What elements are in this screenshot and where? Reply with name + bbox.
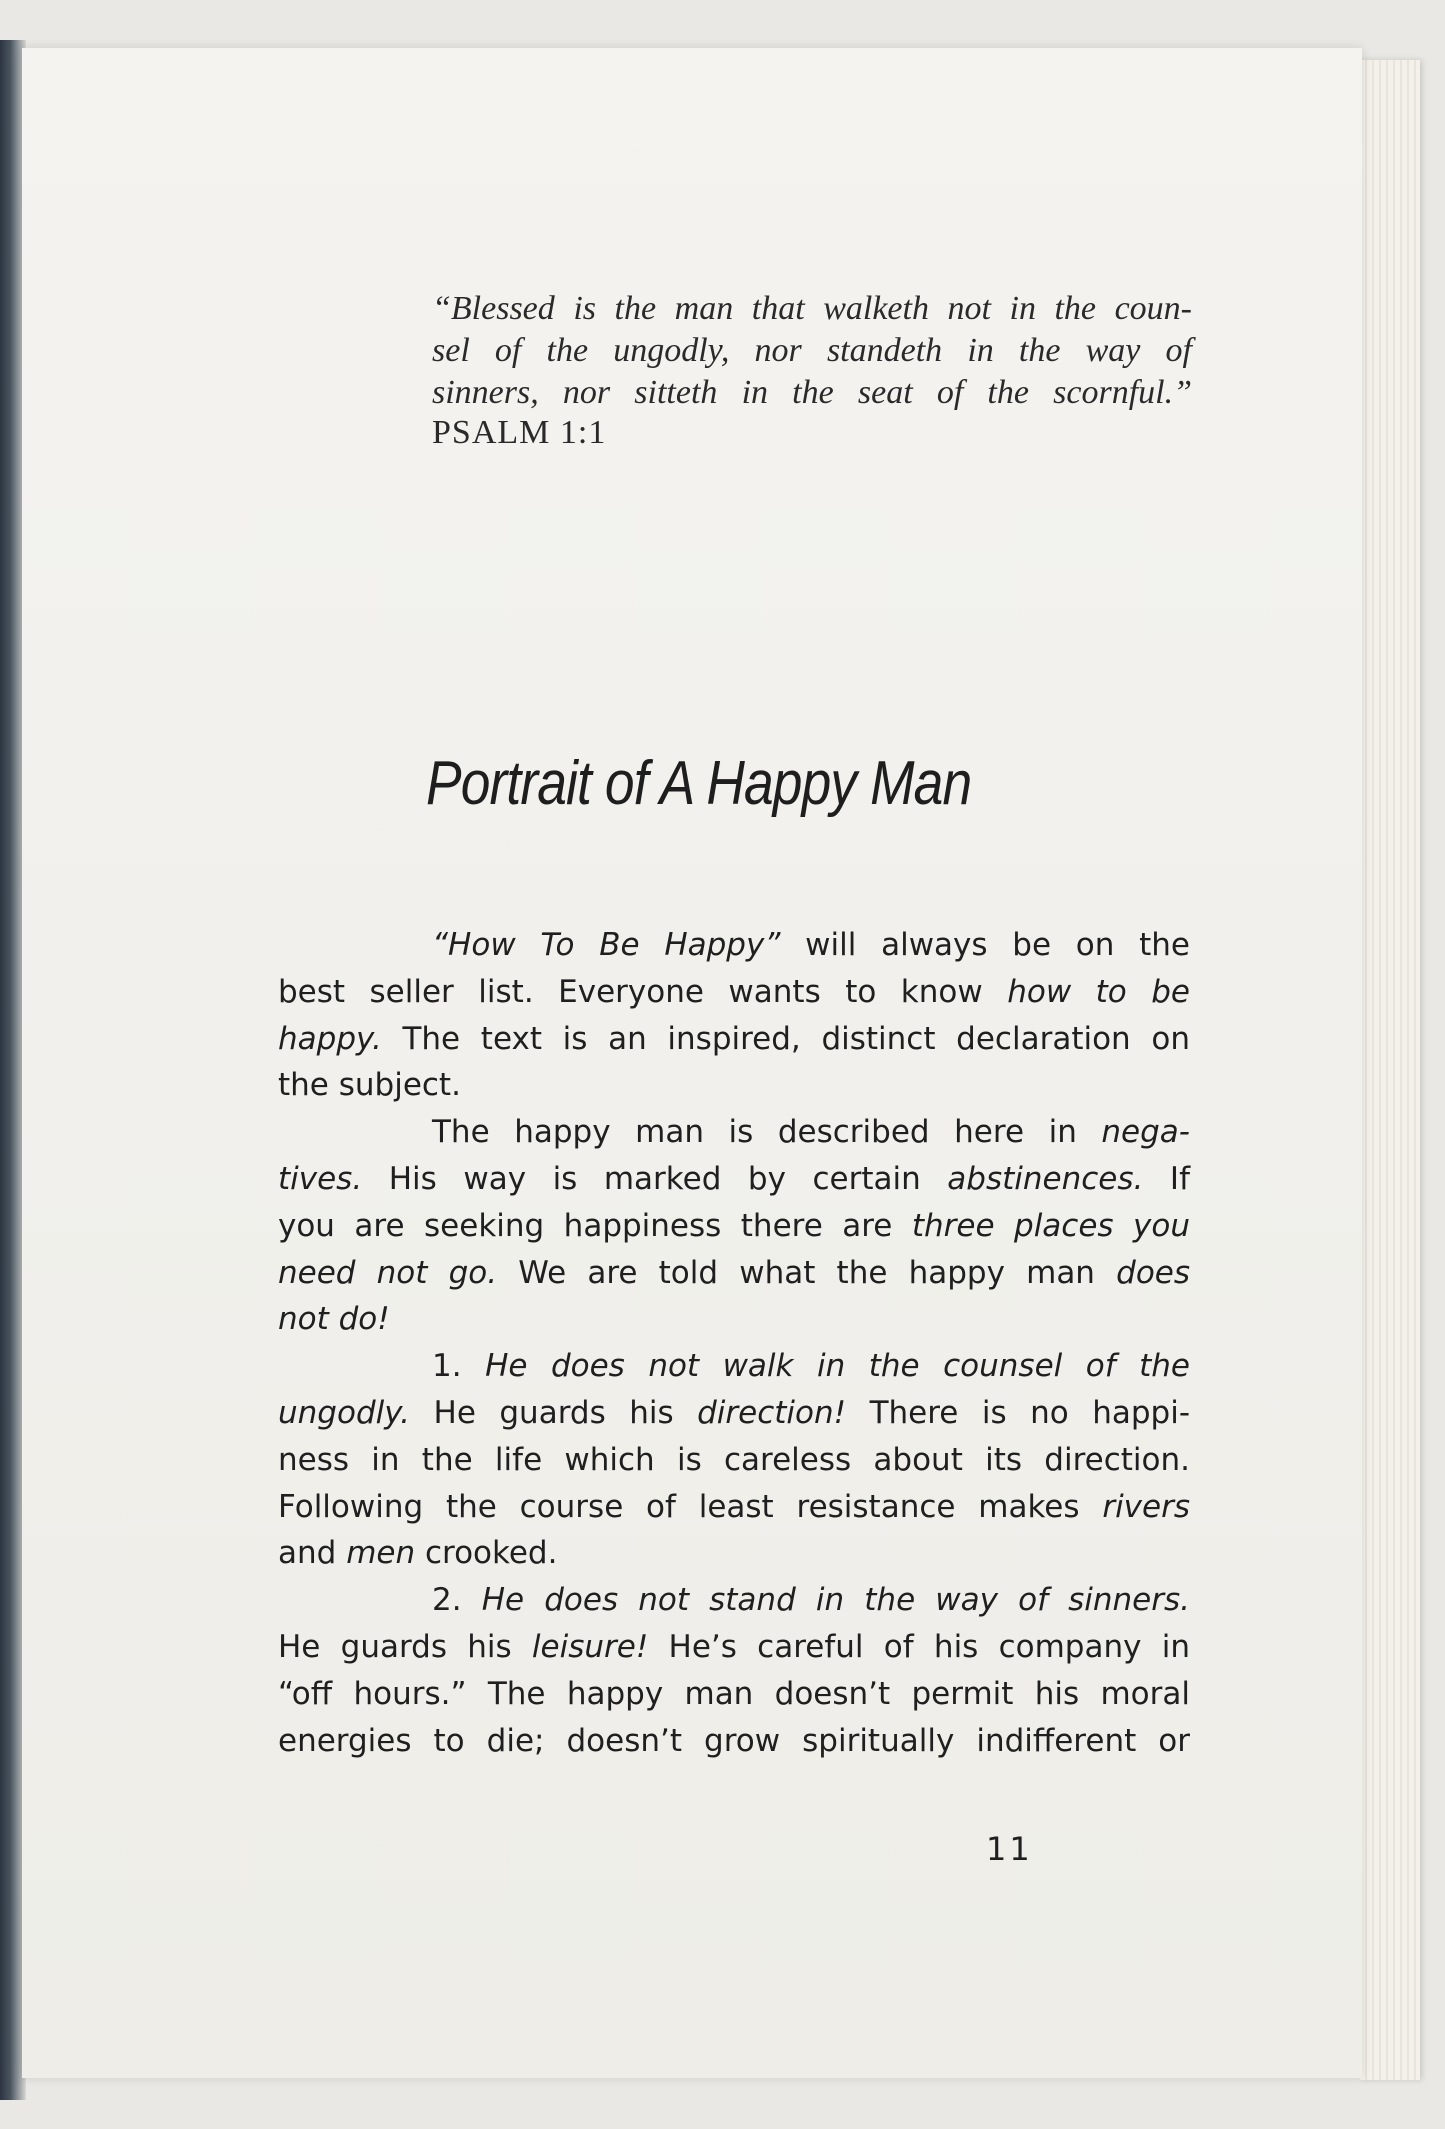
text-run: crooked. — [415, 1535, 558, 1572]
text-line — [278, 1530, 1190, 1577]
text-run: Following the course of least resistance makes — [278, 1488, 1103, 1525]
text-line — [278, 922, 1190, 969]
text-run: does — [1116, 1254, 1191, 1291]
text-line — [278, 1156, 1190, 1203]
page-number: 11 — [986, 1830, 1033, 1868]
text-run: and — [278, 1535, 347, 1572]
text-run: There is no happi- — [846, 1394, 1191, 1431]
epigraph-line: “Blessed is the man that walketh not in the coun- — [432, 290, 1192, 327]
text-line — [278, 1718, 1190, 1765]
text-run: three places you — [911, 1207, 1190, 1244]
text-run: If — [1143, 1160, 1190, 1197]
text-run: We are told what the happy man — [497, 1254, 1117, 1291]
text-line — [278, 1296, 1190, 1343]
text-run: ungodly. — [278, 1394, 411, 1431]
text-run: abstinences. — [947, 1160, 1144, 1197]
text-line — [278, 1016, 1190, 1063]
text-line — [278, 1250, 1190, 1297]
body-text — [278, 922, 1190, 1764]
text-run: leisure! — [531, 1628, 649, 1665]
text-run: tives. — [278, 1160, 363, 1197]
epigraph-line: sel of the ungodly, nor standeth in the way of — [432, 332, 1192, 369]
page-edges — [1360, 60, 1420, 2080]
text-run: the subject. — [278, 1067, 461, 1104]
text-run: happy. — [278, 1020, 382, 1057]
text-run: He does not walk in the counsel of the — [485, 1348, 1190, 1385]
text-run: rivers — [1102, 1488, 1190, 1525]
text-line — [278, 1343, 1190, 1390]
list-number: 1. — [432, 1348, 486, 1385]
text-run: nega- — [1101, 1114, 1190, 1151]
text-run: The text is an inspired, distinct declaration on — [381, 1020, 1190, 1057]
book-page — [22, 48, 1362, 2078]
text-run: need not go. — [278, 1254, 498, 1291]
text-line — [278, 1062, 1190, 1109]
text-run: you are seeking happiness there are — [278, 1207, 912, 1244]
text-line — [278, 1390, 1190, 1437]
text-run: how to be — [1007, 973, 1191, 1010]
text-line — [278, 1437, 1190, 1484]
text-run: He guards his — [410, 1394, 698, 1431]
text-line — [278, 1624, 1190, 1671]
text-line — [278, 1671, 1190, 1718]
text-run: men — [346, 1535, 416, 1572]
text-run: He guards his — [278, 1628, 532, 1665]
text-line — [278, 1203, 1190, 1250]
text-run: His way is marked by certain — [362, 1160, 948, 1197]
text-run: direction! — [697, 1394, 847, 1431]
epigraph-citation: PSALM 1:1 — [432, 414, 607, 451]
text-run: will always be on the — [780, 927, 1190, 963]
text-run: best seller list. Everyone wants to know — [278, 973, 1008, 1010]
text-run: energies to die; doesn’t grow spiritually indifferent or — [278, 1722, 1190, 1759]
chapter-title: Portrait of A Happy Man — [426, 749, 972, 818]
text-line — [278, 1577, 1190, 1624]
epigraph-quote — [432, 288, 1192, 414]
list-number: 2. — [432, 1582, 482, 1619]
text-run: ness in the life which is careless about its direction. — [278, 1441, 1190, 1478]
epigraph-line: sinners, nor sitteth in the seat of the scornful.” — [432, 374, 1192, 411]
text-run: The happy man is described here in — [432, 1114, 1102, 1151]
text-run: not do! — [278, 1301, 390, 1338]
text-run: “off hours.” The happy man doesn’t permit his moral — [278, 1675, 1190, 1712]
text-run: He’s careful of his company in — [648, 1628, 1190, 1665]
text-line — [278, 969, 1190, 1016]
text-line — [278, 1484, 1190, 1531]
text-run: “How To Be Happy” — [432, 927, 781, 963]
text-line — [278, 1109, 1190, 1156]
text-run: He does not stand in the way of sinners. — [481, 1582, 1190, 1619]
